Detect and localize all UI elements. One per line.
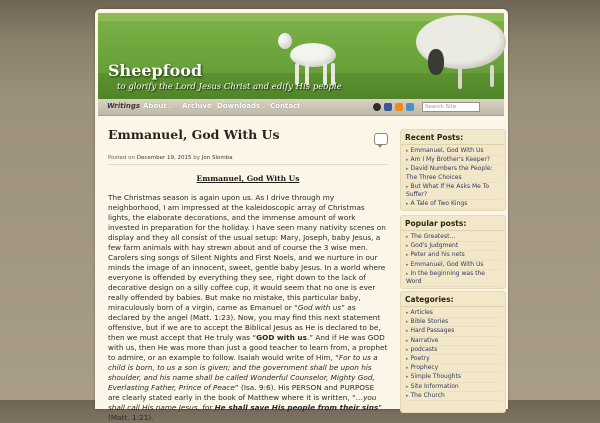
popular-post-link[interactable]: ▸ In the beginning was the Word <box>406 270 501 287</box>
popular-post-link[interactable]: ▸ God's Judgment <box>406 242 501 251</box>
nav-item-contact[interactable] <box>270 102 301 110</box>
category-link[interactable]: ▸ Narrative <box>406 337 501 346</box>
category-link[interactable]: ▸ Articles <box>406 309 501 318</box>
post-body-paragraph <box>108 193 388 423</box>
category-link[interactable]: ▸ Site Information <box>406 383 501 392</box>
recent-post-link[interactable]: ▸ But What If He Asks Me To Suffer? <box>406 183 501 200</box>
page-container <box>95 9 508 422</box>
chevron-down-icon: ⌄ <box>261 103 267 110</box>
body-text: .” And if He was GOD with us, then He was more than just a good teacher to learn from, a prophet to admire, or an example to follow. Isaiah would write of Him, “ <box>108 333 388 362</box>
popular-post-link[interactable]: ▸ Peter and his nets <box>406 251 501 260</box>
nav-item-label: Writings <box>107 102 141 110</box>
email-icon[interactable] <box>406 103 414 111</box>
recent-post-link[interactable]: ▸ A Tale of Two Kings <box>406 200 501 209</box>
ewe-leg-image <box>490 65 494 87</box>
body-emphasis: For to us a child is born, to us a son is given; and the government shall be upon his shoulder, and his name shall be called Wonderful Counselor, Mighty God, Everlasting Father, Prince of Peace <box>108 353 378 392</box>
post-meta <box>108 155 388 165</box>
body-strong: GOD with us <box>256 333 307 342</box>
popular-posts-widget <box>400 215 506 289</box>
nav-item-label: About <box>143 102 167 110</box>
post-title[interactable]: Emmanuel, God With Us <box>108 127 280 142</box>
nav-item-label: Contact <box>270 102 301 110</box>
lamb-head-image <box>278 33 292 49</box>
main-navigation <box>98 99 504 116</box>
nav-item-label: Downloads <box>217 102 261 110</box>
by-label: by <box>193 155 200 161</box>
body-emphasis-text: …you shall call His name Jesus, for <box>108 393 377 412</box>
ewe-leg-image <box>458 65 462 89</box>
post-date-link[interactable]: December 19, 2015 <box>136 155 192 161</box>
body-text: ” (Isa. 9:6). His PERSON and PURPOSE are clearly stated early in the book of Matthew where it is written, “ <box>108 383 375 402</box>
category-link[interactable]: ▸ Simple Thoughts <box>406 373 501 382</box>
chevron-down-icon: ⌄ <box>167 103 173 110</box>
recent-post-link[interactable]: ▸ Am I My Brother's Keeper? <box>406 156 501 165</box>
category-link[interactable]: ▸ podcasts <box>406 346 501 355</box>
body-strong: He shall save His people from their sins <box>214 403 379 412</box>
category-link[interactable]: ▸ Bible Stories <box>406 318 501 327</box>
widget-title: Recent Posts: <box>401 130 505 145</box>
info-icon[interactable] <box>373 103 381 111</box>
search-input[interactable]: Search Site <box>422 102 480 112</box>
posted-on-label: Posted on <box>108 155 135 161</box>
popular-post-link[interactable]: ▸ The Greatest… <box>406 233 501 242</box>
post-heading: Emmanuel, God With Us <box>196 174 300 183</box>
header-banner <box>98 13 504 99</box>
body-text: The Christmas season is again upon us. As I drive through my neighborhood, I am impressed at the kaleidoscopic array of Christmas lights, the elaborate decorations, and the immense amount of work invested in preparation for the holiday. I have seen many nativity scenes on display and they all consist of the usual setup: Mary, Joseph, baby Jesus, a few farm animals with hay strewn about and of course the 3 wise men. Carolers sing songs of Silent Nights and First Noels, and we nurture in our minds the image of an innocent, sweet, gentle baby Jesus. In a world where everyone is offended by everything they see, right down to the lack of decorative design on a silly coffee cup, it would seem that no one is ever really offended by babies. But make no mistake, this particular baby, miraculously born of a virgin, came as Emanuel or “ <box>108 193 386 312</box>
popular-post-link[interactable]: ▸ Emmanuel, God With Us <box>406 261 501 270</box>
body-text: ” (Matt. 1:21). <box>108 403 383 422</box>
facebook-icon[interactable] <box>384 103 392 111</box>
category-link[interactable]: ▸ Poetry <box>406 355 501 364</box>
recent-post-link[interactable]: ▸ Emmanuel, God With Us <box>406 147 501 156</box>
post-author-link[interactable]: Jon Slomba <box>201 155 233 161</box>
recent-post-link[interactable]: ▸ David Numbers the People: The Three Choices <box>406 165 501 182</box>
recent-posts-list <box>401 145 505 211</box>
recent-posts-widget <box>400 129 506 211</box>
ewe-head-image <box>428 49 444 75</box>
rss-icon[interactable] <box>395 103 403 111</box>
site-tagline: to glorify the Lord Jesus Christ and edify His people <box>117 82 342 92</box>
nav-item-about[interactable] <box>143 102 173 110</box>
body-emphasis: God with us <box>297 303 342 312</box>
widget-title: Categories: <box>401 292 505 307</box>
site-title[interactable]: Sheepfood <box>108 61 203 80</box>
popular-posts-list <box>401 231 505 289</box>
categories-widget <box>400 291 506 413</box>
body-text: ” as declared by the angel (Matt. 1:23). Now, you may find this next statement offensive, but if we are to accept the Biblical Jesus as He is declared to be, then we must accept that He truly was “ <box>108 303 381 342</box>
nav-item-archive[interactable] <box>182 102 212 110</box>
category-link[interactable]: ▸ The Church <box>406 392 501 401</box>
comment-icon[interactable] <box>374 133 388 145</box>
nav-item-writings[interactable] <box>107 102 140 110</box>
widget-title: Popular posts: <box>401 216 505 231</box>
category-link[interactable]: ▸ Hard Passages <box>406 327 501 336</box>
category-link[interactable]: ▸ Prophecy <box>406 364 501 373</box>
nav-item-downloads[interactable] <box>217 102 266 110</box>
categories-list <box>401 307 505 403</box>
nav-item-label: Archive <box>182 102 212 110</box>
